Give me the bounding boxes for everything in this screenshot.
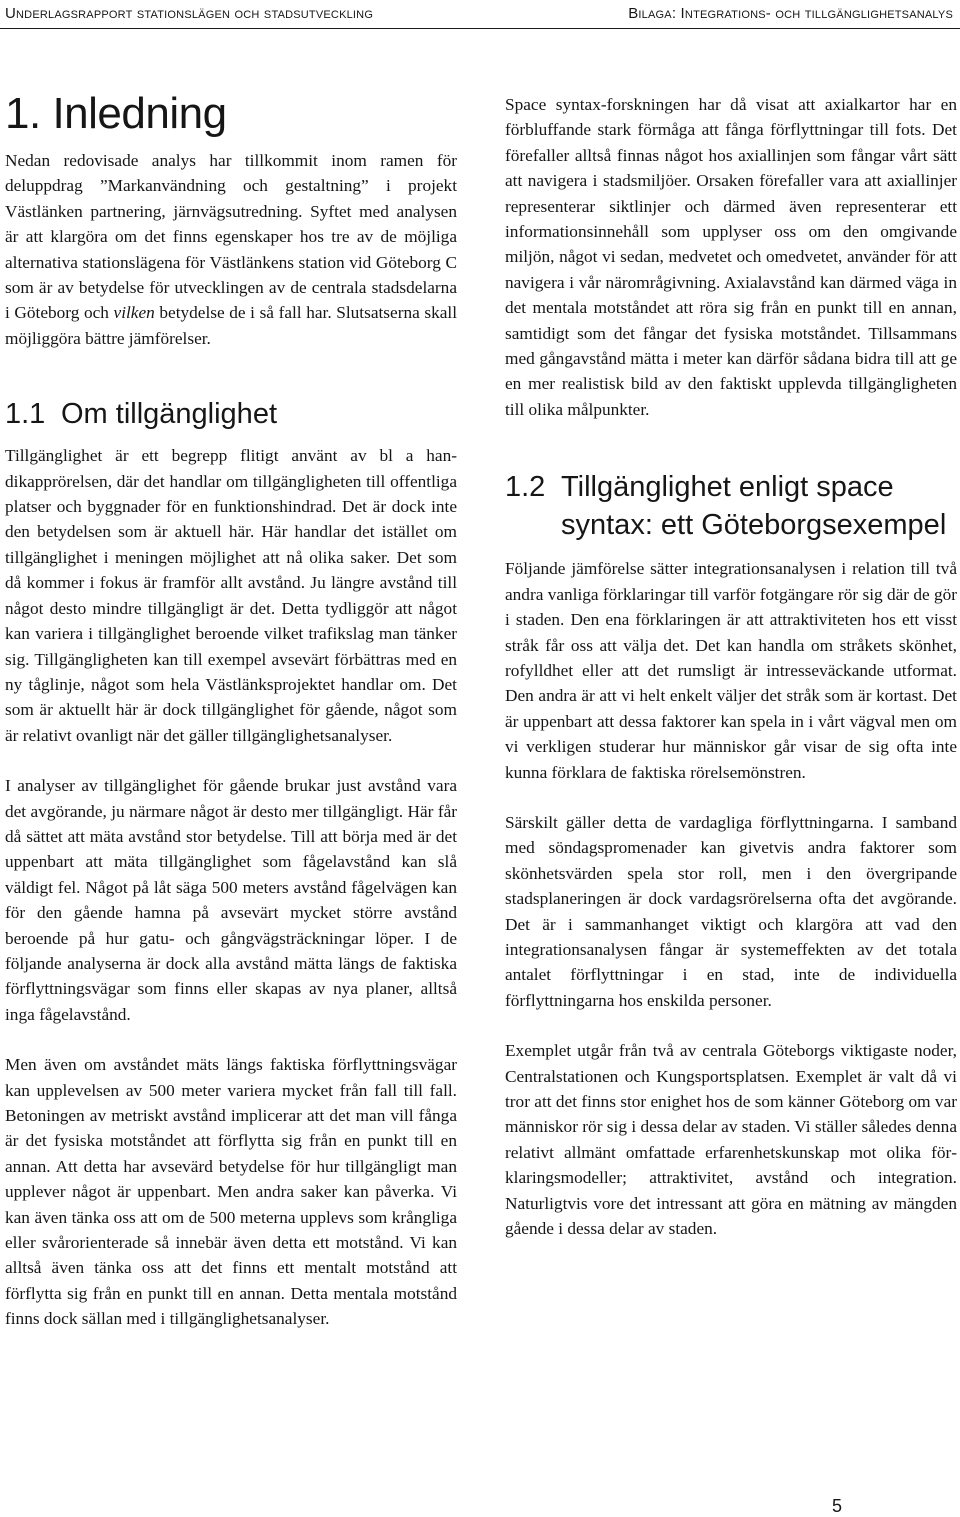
left-column [5, 86, 457, 1332]
paragraph: Men även om avståndet mäts längs faktiska förflyttningsvägar kan upplevelsen av 500 meter variera mycket från fall till fall. Betoningen av metriskt avstånd implicerar att det man vill fånga är det fysiska motståndet att förflytta sig från en punkt till en annan. Att detta har avsevärd betydelse för hur tillgängligt man upplever något är uppenbart. Men andra saker kan påverka. Vi kan även tänka oss att om de 500 meterna upplevs som krångliga eller svårorienterade så innebär även detta ett motstånd. Vi kan alltså även tänka oss att det finns ett mentalt motstånd att förflytta sig från en punkt till en annan. Detta mentala motstånd finns dock sällan med i tillgänglighetsanalyser. [5, 1055, 457, 1329]
header-appendix-title: Bilaga: Integrations- och tillgänglighetsanalys [628, 5, 953, 22]
running-header [0, 0, 960, 29]
section-1-1-heading [5, 395, 457, 433]
header-report-title: Underlagsrapport stationslägen och stadsutveckling [5, 5, 374, 22]
paragraph: Tillgänglighet är ett begrepp flitigt använt av bl a handikapprörelsen, där det handlar om tillgängligheten till offentliga platser och byggnader för en funktionshindrad. Det är dock inte den betydelsen som är aktuell här. Här handlar det istället om tillgänglighet i meningen möjlighet att nå olika saker. Det som då kommer i fokus är framför allt avstånd. Ju längre avstånd till något desto mindre tillgängligt är det. Detta tydliggör att något kan variera i tillgänglighet beroende vilket trafikslag man tänker sig. Tillgängligheten kan till exempel avsevärt förbättras med en ny tåglinje, något som hela Västlänksprojektet handlar om. Det som är aktuellt här är dock tillgänglighet för gående, något som är relativt ovanligt när det gäller tillgänglighetsanalyser. [5, 446, 457, 745]
section-1-2-heading [505, 468, 957, 544]
section-1-1-title: Om tillgänglighet [61, 398, 277, 431]
chapter-title: Inledning [52, 89, 227, 138]
paragraph: Exemplet utgår från två av centrala Göteborgs viktigaste noder, Centralstationen och Kungsportsplatsen. Exemplet är valt då vi tror att det finns stor enighet hos de som känner Göteborg om var människor rör sig i dessa delar av staden. Vi ställer således denna relativt allmänt omfattade erfarenhetskunskap mot olika förklaringsmodeller; attraktivitet, avstånd och integration. Naturligtvis vore det intressant att göra en mätning av mängden gående i dessa delar av staden. [505, 1041, 957, 1239]
section-1-2-number: 1.2 [505, 471, 546, 504]
chapter-heading [5, 86, 457, 142]
paragraph: I analyser av tillgänglighet för gående brukar just avstånd vara det avgörande, ju närmare något är desto mer tillgängligt. Här får då sättet att mäta avstånd stor betydelse. Till att börja med är det uppenbart att mäta tillgänglighet som fågelavstånd kan slå väldigt fel. Något på låt säga 500 meters avstånd fågelvägen kan för den gående hamna på avsevärt mycket större avstånd beroende på hur gatu- och gångvägsträckningar löper. I de följande analyserna är dock alla avstånd mätta längs de faktiska förflyttningsvägar som finns eller skapas av nya planer, alltså inga fågelavstånd. [5, 776, 457, 1024]
chapter-number: 1. [5, 89, 41, 138]
intro-text-b: betydelse de i så fall har. Slutsatserna skall möjliggöra bättre jämförelser. [5, 303, 457, 348]
section-1-2-title: Tillgänglighet enligt space syntax: ett Göteborgsexempel [561, 471, 947, 542]
paragraph: Space syntax-forskningen har då visat att axialkartor har en förbluffande stark förmåga att fånga förflyttningar till fots. Det förefaller alltså finnas något hos axiallinjen som fångar vårt sätt att navigera i stadsmiljöer. Orsaken förefaller vara att axiallinjer representerar siktlinjer och därmed även representerar ett informationsinnehåll som upplyser oss om den omgivande miljön, något vi sedan, medvetet och omedvetet, använder för att navigera i vår närområgivning. Axialavstånd kan därmed väga in det mentala motståndet att röra sig från en punkt till en annan, samtidigt som det fångar det fysiska motståndet. Tillsammans med gångavstånd mätta i meter kan därför sådana bidra till att ge en mer realistisk bild av den faktiskt upplevda tillgängligheten till olika målpunkter. [505, 95, 957, 419]
right-column [505, 92, 957, 1241]
intro-paragraph [5, 148, 457, 351]
intro-text-a: Nedan redovisade analys har tillkommit inom ramen för deluppdrag ”Markanvändning och gestaltning” i projekt Västlänken partnering, järnvägsutredning. Syftet med analysen är att klargöra om det finns egenskaper hos tre av de möjliga alternativa stationslägena för Västlänkens station vid Göteborg C som är av betydelse för utvecklingen av de centrala stadsdelarna i Göteborg och [5, 151, 457, 323]
paragraph: Följande jämförelse sätter integrationsanalysen i relation till två andra vanliga förklaringar till varför fotgängare rör sig där de gör i staden. Den ena förklaringen är att attraktiviteten hos ett visst stråk får oss att välja det. Det kan handla om stråkets skönhet, rofylldhet eller att det rumsligt är intresseväckande utformat. Den andra är att vi helt enkelt väljer det stråk som är kortast. Det är uppenbart att dessa faktorer kan spela in i vårt vägval men om vi verkligen studerar hur människor går visar de sig ofta inte kunna förklara de faktiska rörelsemönstren. [505, 559, 958, 782]
page-number: 5 [831, 1496, 842, 1516]
paragraph: Särskilt gäller detta de vardagliga förflyttningarna. I samband med söndagspromenader kan givetvis andra faktorer som skönhetsvärden spela stor roll, men i den övergripande stadsplaneringen är dock vardagsrörelserna ofta det avgörande. Det är i sammanhanget viktigt och klargöra att vad den integrationsanalysen fångar är systemeffekten av det totala antalet förflyttningar i en stad, inte de individuella förflyttningarna hos enskilda personer. [505, 812, 957, 1010]
section-1-1-number: 1.1 [5, 398, 46, 431]
intro-emphasis: vilken [113, 303, 155, 323]
